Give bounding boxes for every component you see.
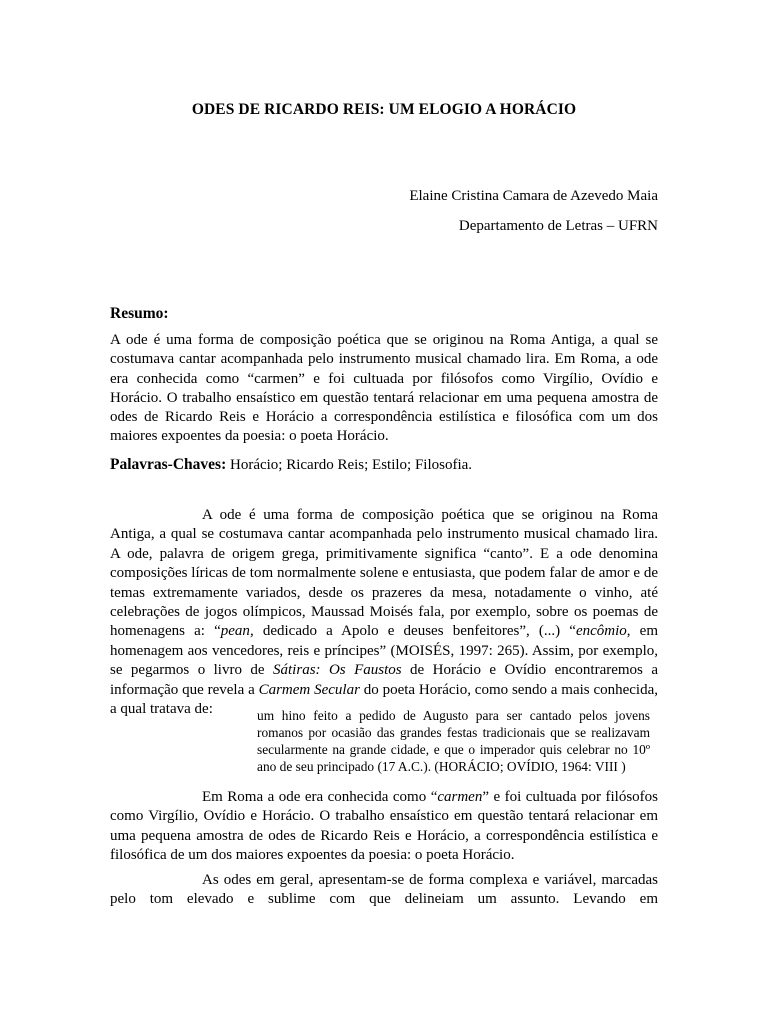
keywords-text: Horácio; Ricardo Reis; Estilo; Filosofia. <box>226 457 473 473</box>
paragraph-text: do poeta Horácio, como sendo a mais conhecida, a qual tratava de: <box>110 681 658 718</box>
abstract-heading: Resumo: <box>110 305 169 322</box>
paragraph-text: Em Roma a ode era conhecida como “ <box>202 789 438 805</box>
paragraph-italic: pean <box>220 623 250 640</box>
author-department: Departamento de Letras – UFRN <box>458 218 658 234</box>
paragraph-text: A ode é uma forma de composição poética que se originou na Roma Antiga, a qual se costumava cantar acompanhada pelo instrumento musical chamado lira. A ode, palavra de origem grega, primitivamente significa “canto”. E a ode denomina composições líricas de tom normalmente solene e entusiasta, que podem falar de amor e de temas extremamente variados, desde os prazeres da mesa, notadamente o vinho, até celebrações de jogos olímpicos, Maussad Moisés fala, por exemplo, sobre os poemas de homenagens a: “ <box>110 507 658 640</box>
body-paragraph-1 <box>110 506 658 719</box>
author-name: Elaine Cristina Camara de Azevedo Maia <box>409 188 658 204</box>
paragraph-italic: Carmem Secular <box>258 681 360 698</box>
abstract-text: A ode é uma forma de composição poética que se originou na Roma Antiga, a qual se costumava cantar acompanhada pelo instrumento musical chamado lira. Em Roma, a ode era conhecida como “carmen” e foi cultuada por filósofos como Virgílio, Ovídio e Horácio. O trabalho ensaístico em questão tentará relacionar em uma pequena amostra de odes de Ricardo Reis e Horácio a correspondência estilística e filosófica com um dos maiores expoentes da poesia: o poeta Horácio. <box>110 332 658 445</box>
paragraph-italic: Sátiras: Os Faustos <box>273 662 402 679</box>
paragraph-text: , em homenagem aos vencedores, reis e príncipes” (MOISÉS, 1997: 265). Assim, por exemplo, se pegarmos o livro de <box>110 623 659 679</box>
body-paragraph-2 <box>110 788 658 866</box>
keywords-label: Palavras-Chaves: <box>110 456 227 473</box>
paragraph-text: ” e foi cultuada por filósofos como Virgílio, Ovídio e Horácio. O trabalho ensaístico em questão tentará relacionar em uma pequena amostra de odes de Ricardo Reis e Horácio, a correspondência estilística e filosófica de um dos maiores expoentes da poesia: o poeta Horácio. <box>110 789 658 864</box>
document-title: ODES DE RICARDO REIS: UM ELOGIO A HORÁCIO <box>191 101 577 118</box>
keywords-line <box>110 456 658 474</box>
paragraph-text: de Horácio e Ovídio encontraremos a informação que revela a <box>110 662 658 698</box>
paragraph-text: , dedicado a Apolo e deuses benfeitores”, (...) “ <box>249 623 576 640</box>
paragraph-italic: encômio <box>575 623 627 640</box>
block-quote: um hino feito a pedido de Augusto para ser cantado pelos jovens romanos por ocasião das grandes festas tradicionais que se realizavam secularmente na grande cidade, e que o imperador quis celebrar no 10º ano de seu principado (17 A.C.). (HORÁCIO; OVÍDIO, 1964: VIII ) <box>257 708 650 774</box>
paragraph-italic: carmen <box>437 789 483 805</box>
body-paragraph-3: As odes em geral, apresentam-se de forma complexa e variável, marcadas pelo tom elevado e sublime com que delineiam um assunto. Levando em <box>110 872 658 908</box>
